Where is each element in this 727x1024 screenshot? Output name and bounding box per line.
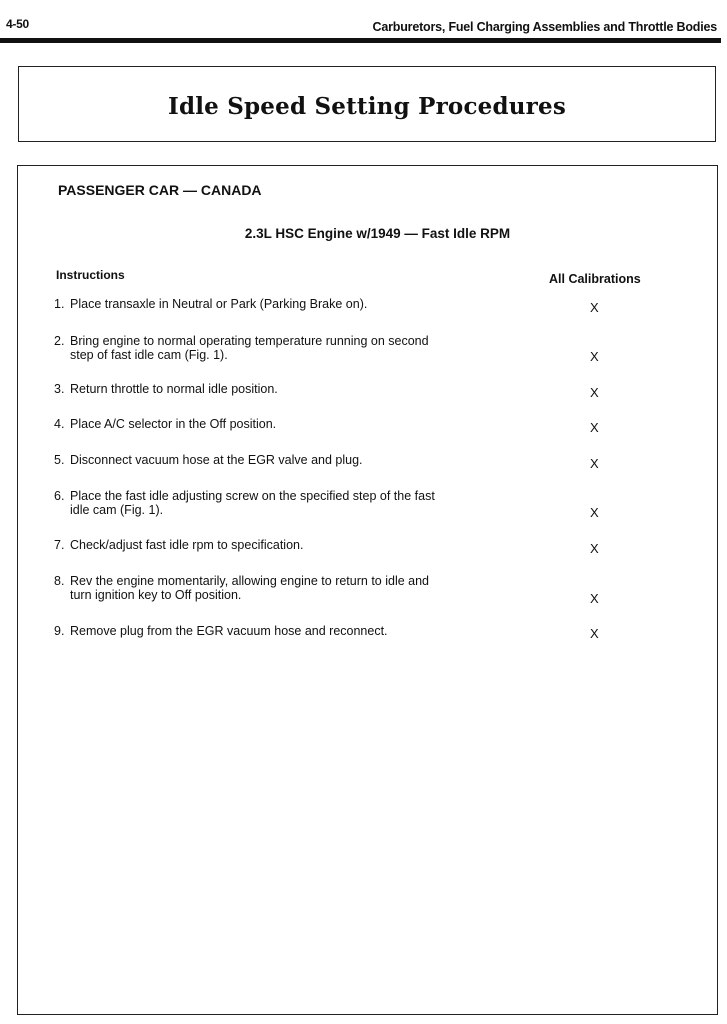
step-number: 9. (54, 624, 65, 638)
step-item (54, 334, 429, 362)
step-number: 4. (54, 417, 65, 431)
step-number: 7. (54, 538, 65, 552)
step-item (54, 382, 278, 397)
step-text: Place transaxle in Neutral or Park (Parking Brake on). (70, 297, 368, 311)
page-number: 4-50 (6, 17, 29, 31)
step-text: Return throttle to normal idle position. (70, 382, 278, 396)
step-text: Disconnect vacuum hose at the EGR valve and plug. (70, 453, 363, 467)
engine-title: 2.3L HSC Engine w/1949 — Fast Idle RPM (244, 226, 511, 241)
step-mark: X (590, 420, 599, 435)
step-mark: X (590, 541, 599, 556)
step-number: 2. (54, 334, 65, 348)
step-mark: X (590, 385, 599, 400)
step-item (54, 297, 368, 312)
step-item (54, 574, 430, 602)
step-mark: X (590, 505, 599, 520)
title-box (18, 66, 716, 142)
step-number: 3. (54, 382, 65, 396)
step-text: Bring engine to normal operating temperature running on second (70, 334, 429, 348)
step-text: Rev the engine momentarily, allowing engine to return to idle and (70, 574, 430, 588)
running-head: Carburetors, Fuel Charging Assemblies and Throttle Bodies (372, 20, 717, 34)
step-text: Place the fast idle adjusting screw on the specified step of the fast (70, 489, 435, 503)
step-text: Remove plug from the EGR vacuum hose and reconnect. (70, 624, 388, 638)
step-text-continued: turn ignition key to Off position. (70, 587, 242, 602)
procedure-box (17, 165, 718, 1015)
page-title: Idle Speed Setting Procedures (167, 93, 566, 120)
step-text-continued: step of fast idle cam (Fig. 1). (70, 347, 228, 362)
step-item (54, 453, 363, 468)
step-number: 8. (54, 574, 65, 588)
step-number: 5. (54, 453, 65, 467)
step-text: Place A/C selector in the Off position. (70, 417, 277, 431)
section-title: PASSENGER CAR — CANADA (58, 182, 262, 198)
step-item (54, 489, 435, 517)
instructions-column-header: Instructions (56, 268, 125, 282)
step-item (54, 624, 388, 639)
step-number: 1. (54, 297, 65, 311)
step-item (54, 417, 277, 432)
step-text: Check/adjust fast idle rpm to specification. (70, 538, 304, 552)
step-mark: X (590, 300, 599, 315)
step-mark: X (590, 349, 599, 364)
step-mark: X (590, 626, 599, 641)
step-mark: X (590, 591, 599, 606)
step-item (54, 538, 304, 553)
header-rule (0, 38, 721, 43)
step-mark: X (590, 456, 599, 471)
page-header (0, 0, 727, 44)
step-number: 6. (54, 489, 65, 503)
calibrations-column-header: All Calibrations (549, 272, 641, 286)
step-text-continued: idle cam (Fig. 1). (70, 502, 164, 517)
